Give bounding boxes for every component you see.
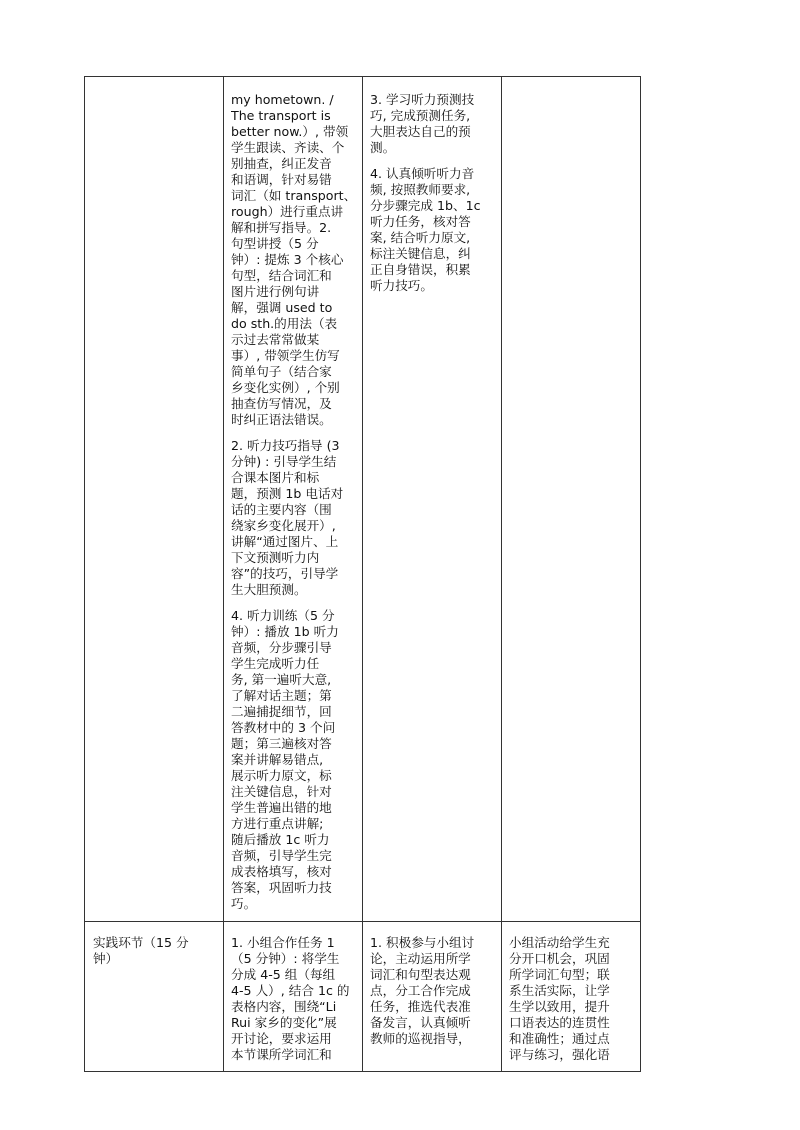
- teacher-activity-paragraph: 1. 小组合作任务 1 （5 分钟）: 将学生 分成 4-5 组（每组 4-5 人）, 结合 1c 的 表格内容，围绕“Li Rui 家乡的变化”展 开讨论，要求运用 本节课所学词汇和: [231, 935, 350, 1062]
- row-divider: [85, 921, 640, 922]
- teacher-activity-paragraph: my hometown. / The transport is better now.）, 带领 学生跟读、齐读、个 别抽查，纠正发音 和语调，针对易错 词汇（如 transport、 rough）进行重点讲 解和拼写指导。2. 句型讲授（5 分 钟）: 提炼 3 个核心 句型，结合词汇和 图片进行例句讲 解，强调 used to do sth.的用法（表 示过去常常做某 事）, 带领学生仿写 简单句子（结合家 乡变化实例）, 个别 抽查仿写情况，及 时纠正语法错误。: [231, 92, 357, 427]
- teacher-activity-paragraph: 4. 听力训练（5 分 钟）: 播放 1b 听力 音频，分步骤引导 学生完成听力任 务, 第一遍听大意, 了解对话主题；第 二遍捕捉细节，回 答教材中的 3 个问 题；第三遍核对答 案并讲解易错点, 展示听力原文，标 注关键信息，针对 学生普遍出错的地 方进行重点讲解; 随后播放 1c 听力 音频，引导学生完 成表格填写，核对 答案，巩固听力技 巧。: [231, 608, 339, 911]
- row1-student-activity-cell: [370, 92, 498, 304]
- row2-stage-cell: [93, 935, 217, 977]
- row1-teacher-activity-cell: [231, 92, 359, 922]
- stage-label: 实践环节（15 分 钟）: [93, 935, 189, 966]
- row2-design-intent-cell: [509, 935, 637, 1073]
- row1-design-intent-cell: [509, 92, 637, 102]
- student-activity-paragraph: 4. 认真倾听听力音 频, 按照教师要求, 分步骤完成 1b、1c 听力任务，核对答 案, 结合听力原文, 标注关键信息，纠 正自身错误，积累 听力技巧。: [370, 166, 481, 293]
- design-intent-paragraph: 小组活动给学生充 分开口机会，巩固 所学词汇句型；联 系生活实际，让学 生学以致用，提升 口语表达的连贯性 和准确性；通过点 评与练习，强化语: [509, 935, 610, 1062]
- student-activity-paragraph: 3. 学习听力预测技 巧, 完成预测任务, 大胆表达自己的预 测。: [370, 92, 475, 155]
- student-activity-paragraph: 1. 积极参与小组讨 论，主动运用所学 词汇和句型表达观 点，分工合作完成 任务，推选代表准 备发言，认真倾听 教师的巡视指导，: [370, 935, 475, 1046]
- row1-stage-cell: [93, 92, 217, 102]
- teacher-activity-paragraph: 2. 听力技巧指导 (3 分钟) : 引导学生结 合课本图片和标 题，预测 1b 电话对 话的主要内容（围 绕家乡变化展开）, 讲解“通过图片、上 下文预测听力内 容”的技巧，引导学 生大胆预测。: [231, 438, 344, 597]
- lesson-plan-table: [84, 76, 641, 1072]
- row2-student-activity-cell: [370, 935, 498, 1057]
- row2-teacher-activity-cell: [231, 935, 359, 1073]
